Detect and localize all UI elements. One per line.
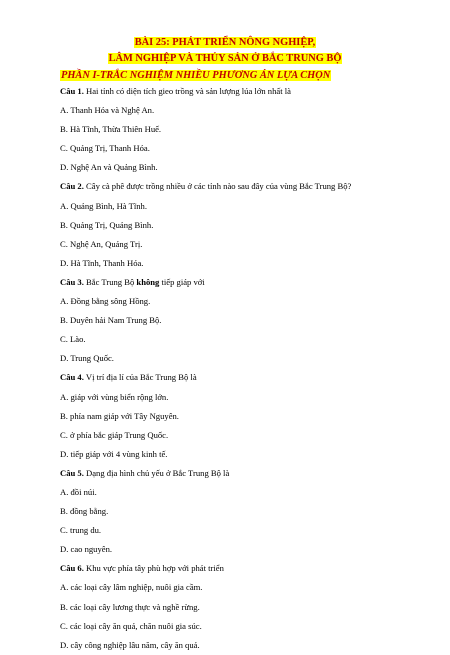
question-keyword: không (136, 276, 160, 287)
answer-option: A. Quảng Bình, Hà Tĩnh. (60, 200, 147, 211)
answer-option: C. Nghệ An, Quảng Trị. (60, 238, 143, 249)
question-2 (60, 177, 430, 196)
answer-option: A. các loại cây lâm nghiệp, nuôi gia cầm. (60, 582, 203, 593)
title-line-2 (0, 52, 450, 65)
question-number: Câu 5. (60, 467, 84, 478)
question-list (60, 82, 430, 655)
question-number: Câu 2. (60, 181, 84, 192)
section-header (60, 69, 331, 82)
answer-option: B. đồng bằng. (60, 506, 109, 517)
answer-option: A. đồi núi. (60, 486, 97, 497)
question-text: Khu vực phía tây phù hợp với phát triển (83, 563, 224, 574)
question-number: Câu 1. (60, 86, 84, 96)
answer-option: D. Nghệ An và Quảng Bình. (60, 162, 158, 173)
section-header-text: PHẦN I-TRẮC NGHIỆM NHIỀU PHƯƠNG ÁN LỰA CHỌN (61, 70, 331, 81)
answer-option: B. Duyên hải Nam Trung Bộ. (60, 315, 162, 326)
answer-option: A. giáp với vùng biển rộng lớn. (60, 391, 169, 402)
question-number: Câu 4. (60, 372, 84, 383)
answer-option: B. Hà Tĩnh, Thừa Thiên Huế. (60, 124, 162, 135)
question-text: tiếp giáp với (159, 276, 205, 287)
answer-option: C. trung du. (60, 525, 102, 536)
answer-option: C. ở phía bắc giáp Trung Quốc. (60, 429, 169, 440)
answer-option: D. cây công nghiệp lâu năm, cây ăn quả. (60, 639, 200, 650)
answer-option: A. Thanh Hóa và Nghệ An. (60, 105, 155, 116)
answer-option: C. Quảng Trị, Thanh Hóa. (60, 143, 150, 154)
title-line-2-text: LÂM NGHIỆP VÀ THỦY SẢN Ở BẮC TRUNG BỘ (108, 53, 342, 64)
answer-option: A. Đồng bằng sông Hồng. (60, 296, 151, 307)
answer-option: D. tiếp giáp với 4 vùng kinh tế. (60, 448, 168, 459)
answer-option: C. các loại cây ăn quả, chăn nuôi gia súc. (60, 620, 202, 631)
question-text: Bắc Trung Bộ (83, 276, 137, 287)
title-line-1-text: BÀI 25: PHÁT TRIỂN NÔNG NGHIỆP, (134, 37, 316, 48)
question-6 (60, 559, 430, 578)
question-3 (60, 273, 430, 292)
answer-option: B. Quảng Trị, Quảng Bình. (60, 219, 154, 230)
question-5 (60, 464, 430, 483)
answer-option: C. Lào. (60, 334, 86, 345)
question-text: Vị trí địa lí của Bắc Trung Bộ là (83, 372, 197, 383)
question-number: Câu 6. (60, 563, 84, 574)
question-4 (60, 368, 430, 387)
answer-option: B. phía nam giáp với Tây Nguyên. (60, 410, 179, 421)
answer-option: D. Trung Quốc. (60, 353, 114, 364)
question-text: Hai tỉnh có diện tích gieo trồng và sản lượng lúa lớn nhất là (83, 86, 291, 96)
answer-option: D. cao nguyên. (60, 544, 113, 555)
answer-option: B. các loại cây lương thực và nghề rừng. (60, 601, 200, 612)
question-1 (60, 82, 430, 101)
title-line-1 (0, 36, 450, 49)
question-text: Cây cà phê được trồng nhiều ở các tỉnh nào sau đây của vùng Bắc Trung Bộ? (83, 181, 352, 192)
answer-option: D. Hà Tĩnh, Thanh Hóa. (60, 257, 144, 268)
question-text: Dạng địa hình chủ yếu ở Bắc Trung Bộ là (83, 467, 230, 478)
question-number: Câu 3. (60, 276, 84, 287)
